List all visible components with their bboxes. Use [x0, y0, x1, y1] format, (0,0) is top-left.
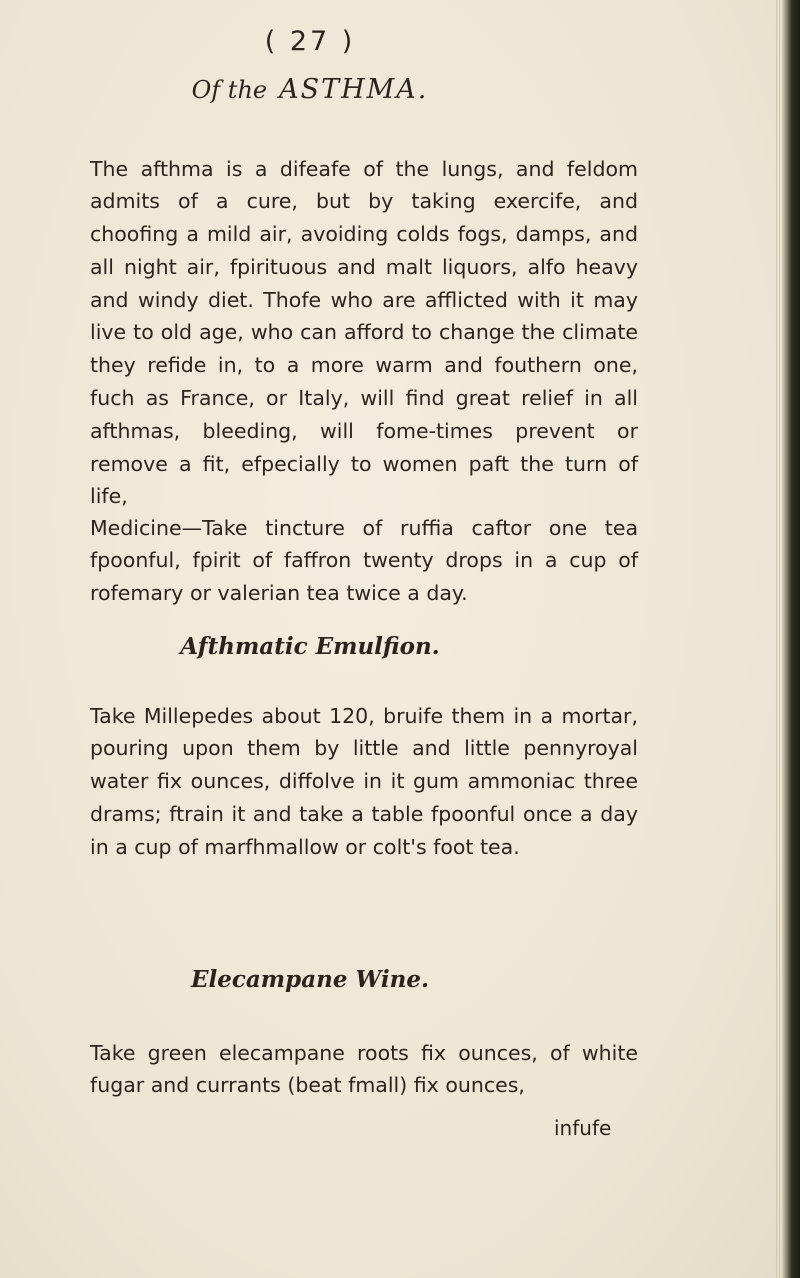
- asthmatic-emulsion-heading: Afthmatic Emulfion.: [180, 633, 440, 660]
- page-edge-line: [779, 0, 780, 1278]
- page-edge-shadow: [782, 0, 800, 1278]
- elecampane-recipe-paragraph: Take green elecampane roots fix ounces, of white fugar and currants (beat fmall) fix ounces,: [90, 1040, 638, 1098]
- chapter-title-prefix: Of the: [191, 76, 268, 104]
- emulsion-recipe-paragraph: Take Millepedes about 120, bruife them in a mortar, pouring upon them by little and little pennyroyal water fix ounces, diffolve in it gum ammoniac three drams; ftrain it and take a table fpoonful once a day in a cup of marfhmallow or colt's foot tea.: [90, 703, 638, 859]
- page-edge-line: [776, 0, 777, 1278]
- medicine-paragraph: Medicine—Take tincture of ruffia caftor one tea fpoonful, fpirit of faffron twenty drops in a cup of rofemary or valerian tea twice a day.: [90, 515, 638, 606]
- catchword: infufe: [554, 1116, 612, 1140]
- elecampane-wine-heading: Elecampane Wine.: [190, 966, 430, 993]
- page-number: ( 27 ): [264, 26, 356, 57]
- asthma-description-paragraph: The afthma is a difeafe of the lungs, and feldom admits of a cure, but by taking exercife, and choofing a mild air, avoiding colds fogs, damps, and all night air, fpirituous and malt liquors, alfo heavy and windy diet. Thofe who are afflicted with it may live to old age, who can afford to change the climate they refide in, to a more warm and fouthern one, fuch as France, or Italy, will find great relief in all afthmas, bleeding, will fome-times prevent or remove a fit, efpecially to women paft the turn of life,: [90, 156, 638, 509]
- chapter-title-main: ASTHMA.: [279, 74, 429, 105]
- chapter-title: [0, 74, 620, 105]
